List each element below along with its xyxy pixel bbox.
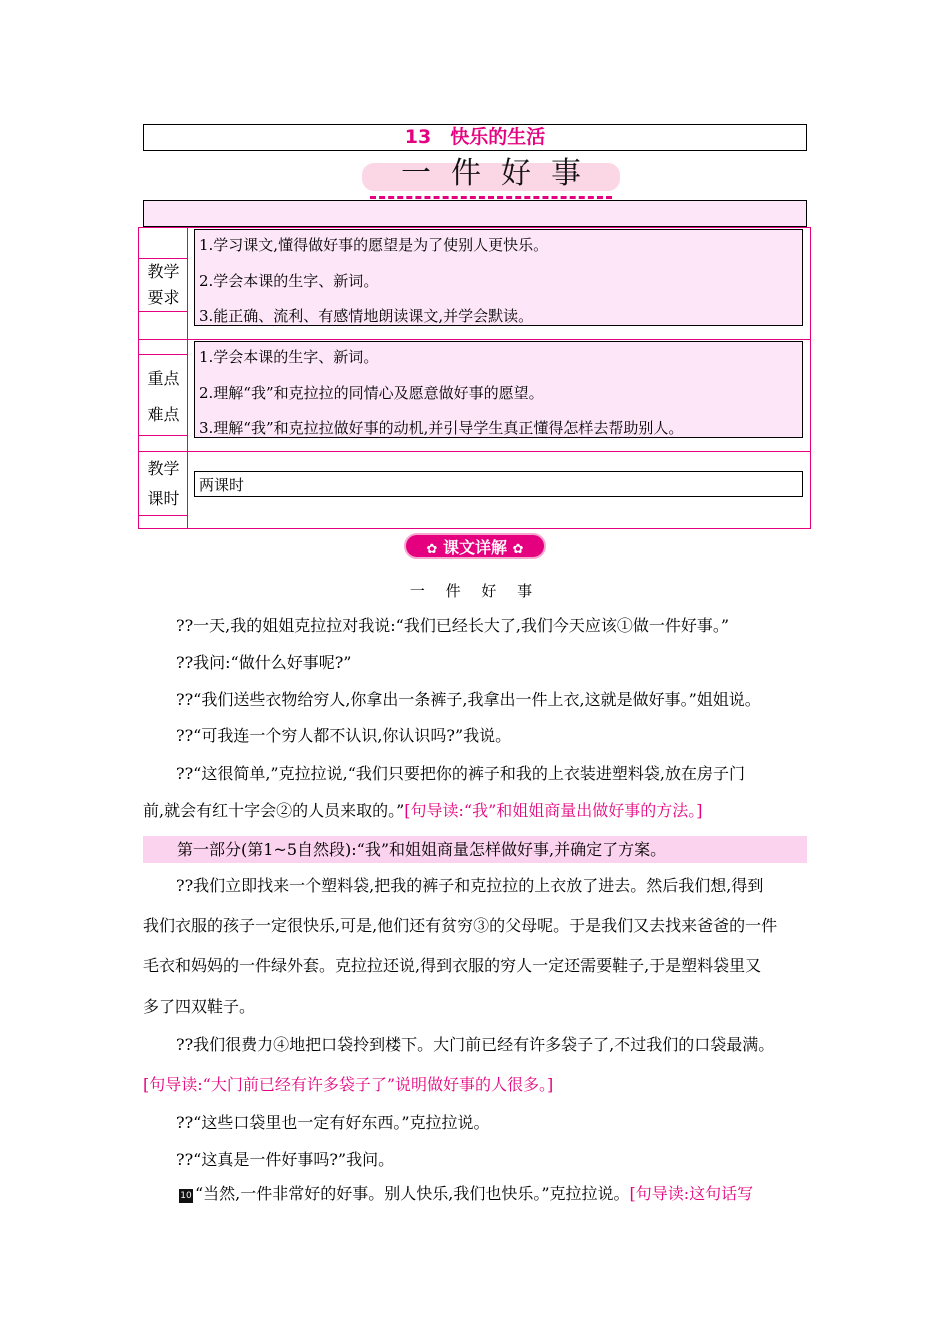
row-label: 教学 课时 (139, 452, 188, 516)
table-row-key-points (139, 340, 810, 452)
paragraph: ??我问:“做什么好事呢?” (176, 653, 352, 672)
paragraph: ??“我们送些衣物给穷人,你拿出一条裤子,我拿出一件上衣,这就是做好事。”姐姐说。 (176, 690, 761, 709)
table-row-requirements (139, 228, 810, 340)
paragraph: ??“这很简单,”克拉拉说,“我们只要把你的裤子和我的上衣装进塑料袋,放在房子门 (176, 764, 745, 783)
lesson-title: 一件好事 (401, 156, 601, 191)
paragraph: 多了四双鞋子。 (143, 997, 256, 1016)
unit-title: 13 快乐的生活 (404, 126, 546, 148)
paragraph: ??我们很费力④地把口袋拎到楼下。大门前已经有许多袋子了,不过我们的口袋最满。 (176, 1035, 775, 1054)
lesson-info-table (138, 227, 811, 529)
star-icon: ✿ (426, 542, 438, 557)
list-item: 两课时 (199, 476, 245, 494)
paragraph: ??“这真是一件好事吗?”我问。 (176, 1150, 395, 1169)
paragraph-number-icon: 10 (180, 1191, 192, 1201)
unit-title-box (143, 124, 807, 151)
part-summary: 第一部分(第1~5自然段):“我”和姐姐商量怎样做好事,并确定了方案。 (177, 840, 667, 859)
row-content (194, 341, 803, 438)
paragraph: ??我们立即找来一个塑料袋,把我的裤子和克拉拉的上衣放了进去。然后我们想,得到 (176, 876, 764, 895)
blank-header-bar (143, 200, 807, 227)
paragraph: 毛衣和妈妈的一件绿外套。克拉拉还说,得到衣服的穷人一定还需要鞋子,于是塑料袋里又 (143, 956, 762, 975)
row-label-column (139, 452, 188, 528)
part-summary-bar (143, 836, 807, 863)
row-label-column (139, 340, 188, 451)
paragraph: ??“这些口袋里也一定有好东西。”克拉拉说。 (176, 1113, 490, 1132)
row-content (194, 471, 803, 497)
banner-dashed-underline (370, 196, 612, 199)
lesson-title-banner (360, 155, 622, 199)
paragraph: 前,就会有红十字会②的人员来取的。”[句导读:“我”和姐姐商量出做好事的方法。] (143, 801, 703, 820)
list-item: 3.能正确、流利、有感情地朗读课文,并学会默读。 (199, 307, 534, 325)
paragraph: ??一天,我的姐姐克拉拉对我说:“我们已经长大了,我们今天应该①做一件好事。” (176, 616, 730, 635)
list-item: 2.理解“我”和克拉拉的同情心及愿意做好事的愿望。 (199, 384, 544, 402)
row-label: 重点 难点 (139, 354, 188, 436)
sentence-guide: [句导读:这句话写 (629, 1184, 754, 1203)
paragraph: ??“可我连一个穷人都不认识,你认识吗?”我说。 (176, 726, 512, 745)
row-label: 教学 要求 (139, 258, 188, 312)
table-row-class-hours (139, 452, 810, 528)
text-title: 一 件 好 事 (409, 582, 541, 600)
paragraph: 我们衣服的孩子一定很快乐,可是,他们还有贫穷③的父母呢。于是我们又去找来爸爸的一件 (143, 916, 778, 935)
paragraph: 10 “当然,一件非常好的好事。别人快乐,我们也快乐。”克拉拉说。[句导读:这句话写 (180, 1184, 754, 1203)
section-badge (404, 533, 546, 559)
row-label-column (139, 228, 188, 339)
row-content (194, 229, 803, 326)
list-item: 1.学习课文,懂得做好事的愿望是为了使别人更快乐。 (199, 236, 549, 254)
sentence-guide: [句导读:“大门前已经有许多袋子了”说明做好事的人很多。] (143, 1075, 554, 1094)
sentence-guide: [句导读:“我”和姐姐商量出做好事的方法。] (404, 801, 703, 820)
list-item: 1.学会本课的生字、新词。 (199, 348, 379, 366)
list-item: 2.学会本课的生字、新词。 (199, 272, 379, 290)
list-item: 3.理解“我”和克拉拉做好事的动机,并引导学生真正懂得怎样去帮助别人。 (199, 419, 684, 437)
star-icon: ✿ (512, 542, 524, 557)
section-badge-label: 课文详解 (442, 538, 507, 557)
